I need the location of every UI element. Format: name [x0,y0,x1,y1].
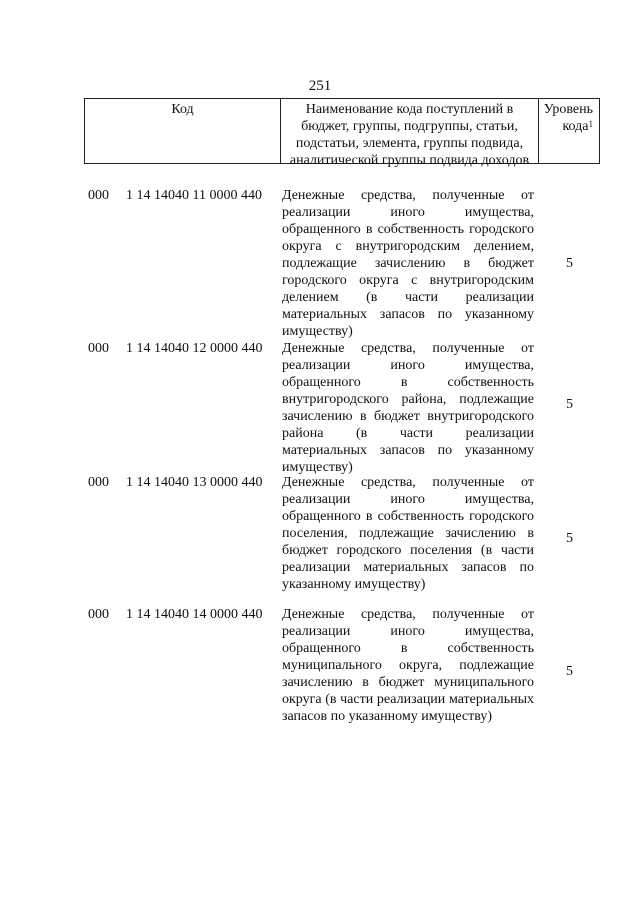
code-level: 5 [566,531,573,546]
header-name: Наименование кода поступлений в бюджет, группы, подгруппы, статьи, подстатьи, элемента, группы подвида, аналитической группы подвида доходов [281,99,539,163]
revenue-description: Денежные средства, полученные от реализации иного имущества, обращенного в собственность внутригородского района, подлежащие зачислению в бюджет внутригородского района (в части реализации материальных запасов по указанному имуществу) [282,341,534,475]
table-header [84,98,600,168]
revenue-description: Денежные средства, полученные от реализации иного имущества, обращенного в собственность городского округа с внутригородским делением, подлежащие зачислению в бюджет городского округа с внутригородским делением (в части реализации материальных запасов по указанному имуществу) [282,188,534,339]
admin-code: 000 [88,188,109,203]
revenue-code: 1 14 14040 12 0000 440 [126,341,263,356]
revenue-code: 1 14 14040 11 0000 440 [126,188,262,203]
admin-code: 000 [88,607,109,622]
revenue-description: Денежные средства, полученные от реализации иного имущества, обращенного в собственность городского поселения, подлежащие зачислению в бюджет городского поселения (в части реализации материальных запасов по указанному имуществу) [282,475,534,592]
revenue-code: 1 14 14040 14 0000 440 [126,607,263,622]
page-number: 251 [308,78,332,94]
header-level [539,99,599,163]
revenue-code: 1 14 14040 13 0000 440 [126,475,263,490]
admin-code: 000 [88,341,109,356]
header-level-footnote: 1 [588,119,593,129]
admin-code: 000 [88,475,109,490]
code-level: 5 [566,397,573,412]
header-level-label: Уровень кода [543,102,593,134]
code-level: 5 [566,256,573,271]
header-code: Код [85,99,281,163]
revenue-description: Денежные средства, полученные от реализации иного имущества, обращенного в собственность муниципального округа, подлежащие зачислению в бюджет муниципального округа (в части реализации материальных запасов по указанному имуществу) [282,607,534,724]
code-level: 5 [566,664,573,679]
